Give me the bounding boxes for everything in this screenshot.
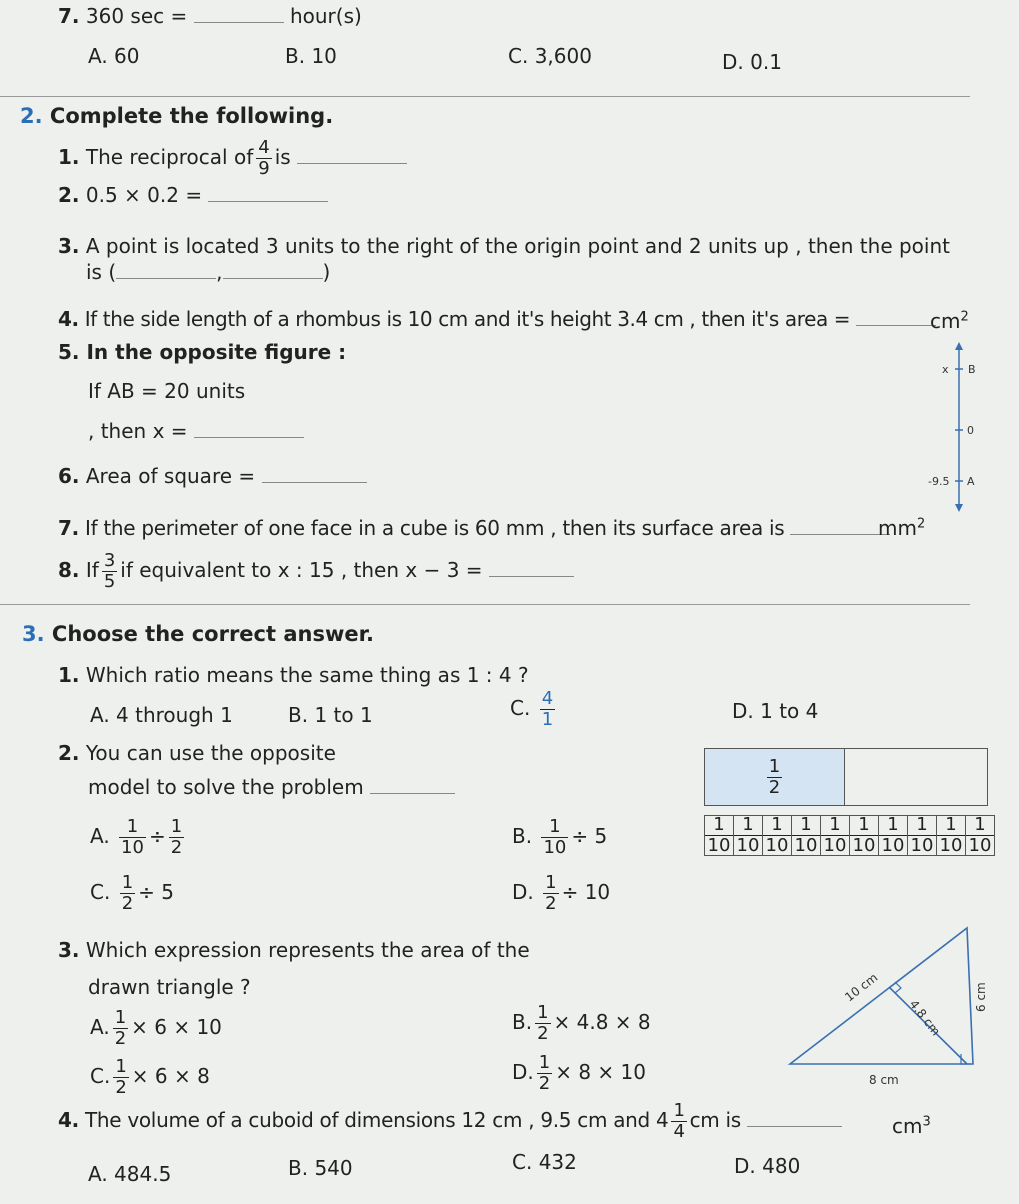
arrow-down [955, 504, 963, 512]
section-2-title: 2. Complete the following. [20, 104, 334, 128]
tenths-model [704, 815, 995, 856]
s2-question-5: 5. In the opposite figure : [58, 340, 347, 364]
tenth-cell: $\frac{1}{10}$ [705, 816, 734, 855]
answer-blank[interactable] [194, 8, 284, 23]
option-b[interactable]: B. $\frac{1}{2}$ × 4.8 × 8 [512, 1002, 651, 1044]
height-label: 4.8 cm [906, 997, 944, 1039]
tenth-cell: $\frac{1}{10}$ [792, 816, 821, 855]
right-triangle-figure [785, 922, 1000, 1092]
tenth-cell: $\frac{1}{10}$ [821, 816, 850, 855]
answer-blank[interactable] [856, 311, 936, 326]
tenth-cell: $\frac{1}{10}$ [966, 816, 994, 855]
question-number: 7. [58, 4, 80, 28]
label-a: A [967, 475, 975, 488]
s3-question-2-line2: model to solve the problem [88, 775, 455, 799]
s2-q5-line2: , then x = [88, 419, 304, 443]
label-b: B [968, 363, 976, 376]
option-a[interactable]: A. 4 through 1 [90, 703, 233, 727]
divider [0, 96, 970, 97]
s2-question-3: 3. A point is located 3 units to the right of the origin point and 2 units up , then the point [58, 234, 950, 258]
number-line-figure [920, 340, 990, 515]
option-b[interactable]: B. 1 to 1 [288, 703, 373, 727]
option-c[interactable]: C. $\frac{1}{2}$ × 6 × 8 [90, 1056, 210, 1098]
option-d[interactable]: D. 0.1 [722, 50, 782, 74]
option-d[interactable]: D. $\frac{1}{2}$ ÷ 10 [512, 872, 611, 914]
answer-blank[interactable] [370, 779, 455, 794]
tenth-cell: $\frac{1}{10}$ [937, 816, 966, 855]
fraction-model-top [704, 748, 988, 806]
answer-blank[interactable] [262, 468, 367, 483]
answer-blank-y[interactable] [223, 264, 323, 279]
label-x: x [942, 363, 949, 376]
option-a[interactable]: A. 484.5 [88, 1162, 172, 1186]
option-c[interactable]: C. $\frac{4}{1}$ [510, 688, 554, 730]
arrow-up [955, 342, 963, 350]
s2-question-6: 6. Area of square = [58, 464, 367, 488]
section-3-title: 3. Choose the correct answer. [22, 622, 374, 646]
half-bar: $\frac{1}{2}$ [705, 749, 845, 805]
base-label: 8 cm [869, 1073, 899, 1087]
side-label: 6 cm [974, 982, 988, 1012]
half-bar-empty [845, 749, 987, 805]
s2-q7-unit: $mm^2$ [878, 516, 926, 540]
s2-q5-line1: If AB = 20 units [88, 379, 246, 403]
s3-q4-unit: $cm^3$ [892, 1114, 931, 1138]
option-a[interactable]: A. $\frac{1}{10}$ ÷ $\frac{1}{2}$ [90, 816, 183, 858]
tenth-cell: $\frac{1}{10}$ [734, 816, 763, 855]
question-text: 360 sec = [85, 4, 188, 28]
s2-q4-unit: $cm^2$ [930, 309, 969, 333]
answer-blank[interactable] [747, 1112, 842, 1127]
s3-question-1: 1. Which ratio means the same thing as 1 : 4 ? [58, 663, 529, 687]
option-c[interactable]: C. 3,600 [508, 44, 592, 68]
s2-question-7: 7. If the perimeter of one face in a cube is 60 mm , then its surface area is [58, 516, 890, 540]
tenth-cell: $\frac{1}{10}$ [879, 816, 908, 855]
option-a[interactable]: A. $\frac{1}{2}$ × 6 × 10 [90, 1007, 222, 1049]
tenth-cell: $\frac{1}{10}$ [908, 816, 937, 855]
answer-blank[interactable] [297, 149, 407, 164]
option-b[interactable]: B. $\frac{1}{10}$ ÷ 5 [512, 816, 608, 858]
s2-question-4: 4. If the side length of a rhombus is 10 cm and it's height 3.4 cm , then it's area = [58, 307, 936, 331]
s2-question-3-line2: is ( , ) [86, 260, 331, 284]
option-a[interactable]: A. 60 [88, 44, 140, 68]
s2-question-8: 8. If $\frac{3}{5}$ if equivalent to x : 15 , then x − 3 = [58, 552, 574, 591]
label-zero: 0 [967, 424, 974, 437]
question-prev-7 [58, 4, 362, 28]
s3-question-3: 3. Which expression represents the area of the [58, 938, 530, 962]
tenth-cell: $\frac{1}{10}$ [850, 816, 879, 855]
s3-question-3-line2: drawn triangle ? [88, 975, 251, 999]
option-b[interactable]: B. 10 [285, 44, 337, 68]
s2-question-1: 1. The reciprocal of $\frac{4}{9}$ is [58, 139, 407, 178]
answer-blank[interactable] [489, 562, 574, 577]
answer-blank[interactable] [790, 520, 890, 535]
label-neg: -9.5 [928, 475, 950, 488]
s3-question-2: 2. You can use the opposite [58, 741, 336, 765]
answer-blank[interactable] [194, 423, 304, 438]
option-d[interactable]: D. 1 to 4 [732, 699, 819, 723]
s3-question-4: 4. The volume of a cuboid of dimensions 12 cm , 9.5 cm and 4 $\frac{1}{4}$ cm is [58, 1102, 842, 1141]
tenth-cell: $\frac{1}{10}$ [763, 816, 792, 855]
option-c[interactable]: C. $\frac{1}{2}$ ÷ 5 [90, 872, 174, 914]
option-c[interactable]: C. 432 [512, 1150, 577, 1174]
height-marker [895, 982, 901, 993]
answer-blank[interactable] [208, 187, 328, 202]
divider [0, 604, 970, 605]
answer-blank-x[interactable] [116, 264, 216, 279]
option-d[interactable]: D. $\frac{1}{2}$ × 8 × 10 [512, 1052, 646, 1094]
hyp-label: 10 cm [842, 970, 881, 1005]
s2-question-2: 2. 0.5 × 0.2 = [58, 183, 328, 207]
unit: hour(s) [289, 4, 362, 28]
option-d[interactable]: D. 480 [734, 1154, 801, 1178]
option-b[interactable]: B. 540 [288, 1156, 353, 1180]
